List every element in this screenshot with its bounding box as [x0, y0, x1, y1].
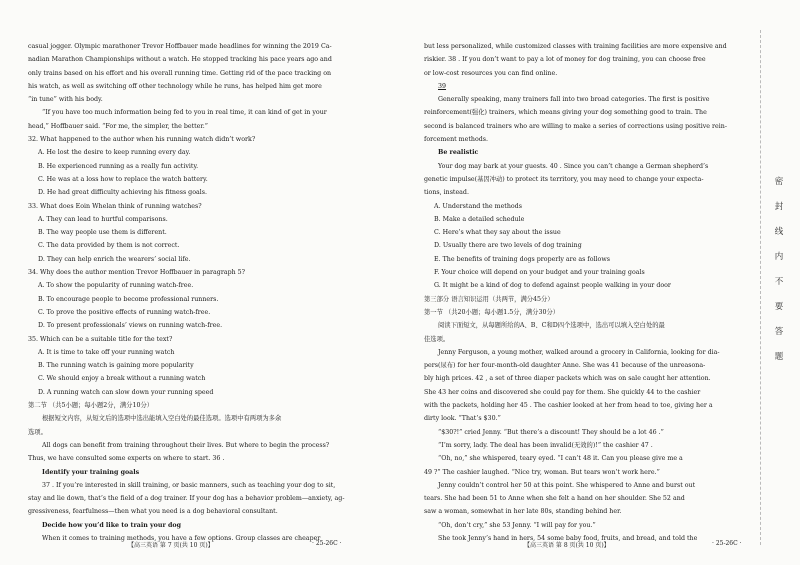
- left-page-text-line: stay and lie down, that’s the field of a dog trainer. If your dog has a behavior problem—anxiety, ag-: [28, 495, 345, 503]
- right-page-text-line: G. It might be a kind of dog to defend against people walking in your door: [434, 282, 671, 290]
- right-page-text-line: C. Here’s what they say about the issue: [434, 229, 561, 237]
- left-page-text-line: 33. What does Eoin Whelan think of running watches?: [28, 202, 202, 210]
- right-page-text-line: saw a woman, somewhat in her late 80s, standing behind her.: [424, 508, 622, 516]
- seal-line-char: 答: [774, 327, 784, 337]
- left-page-text-line: D. He had great difficulty achieving his fitness goals.: [38, 189, 207, 197]
- right-page-text-line: Your dog may bark at your guests. 40 . Since you can’t change a German shepherd’s: [438, 162, 709, 170]
- right-page-text-line: or low-cost resources you can find online.: [424, 69, 558, 77]
- right-page-column: [424, 40, 757, 545]
- right-page-text-line: with the packets, holding her 45 . The cashier looked at her from head to toe, giving her a: [424, 402, 713, 410]
- left-page-text-line: A. They can lead to hurtful comparisons.: [38, 215, 168, 223]
- left-page-column: [28, 40, 388, 545]
- left-page-text-line: only trains based on his effort and his overall running time. Getting rid of the pace tracking on: [28, 69, 332, 77]
- left-page-text-line: his watch, as well as switching off other technology while he runs, has helped him get more: [28, 82, 322, 90]
- right-page-text-line: tears. She had been 51 to Anne when she felt a hand on her shoulder. She 52 and: [424, 495, 685, 503]
- left-page-text-line: B. The way people use them is different.: [38, 229, 167, 237]
- left-page-text-line: 37 . If you’re interested in skill training, or basic manners, such as teaching your dog to sit,: [42, 481, 336, 489]
- right-page-text-line: forcement methods.: [424, 136, 489, 144]
- left-page-text-line: 根据短文内容，从短文后的选项中选出能填入空白处的最佳选项。选项中有两项为多余: [42, 415, 282, 423]
- right-page-text-line: “Oh, don’t cry,” she 53 Jenny. “I will pay for you.”: [438, 521, 596, 529]
- left-page-text-line: C. The data provided by them is not correct.: [38, 242, 180, 250]
- right-page-text-line: “$30?!” cried Jenny. “But there’s a discount! They should be a lot 46 .”: [438, 428, 664, 436]
- right-page-text-line: B. Make a detailed schedule: [434, 215, 525, 223]
- binding-line: [760, 30, 762, 545]
- left-page-text-line: Identify your training goals: [42, 468, 140, 476]
- left-page-text-line: A. He lost the desire to keep running every day.: [38, 149, 191, 157]
- right-page-text-line: dirty look. “That’s $30.”: [424, 415, 501, 423]
- seal-line-char: 要: [774, 302, 784, 312]
- right-page-text-line: 佳选项。: [424, 335, 450, 343]
- left-page-text-line: 35. Which can be a suitable title for the text?: [28, 335, 173, 343]
- right-page-text-line: 第一节 （共20小题；每小题1.5分，满分30分）: [424, 308, 560, 316]
- seal-line-char: 题: [774, 352, 784, 362]
- left-page-text-line: D. A running watch can slow down your running speed: [38, 388, 214, 396]
- seal-line-char: 密: [774, 177, 784, 187]
- right-page-text-line: She 43 her coins and discovered she could pay for them. She quickly 44 to the cashier: [424, 388, 701, 396]
- left-page-text-line: 32. What happened to the author when his running watch didn’t work?: [28, 136, 256, 144]
- seal-line-char: 线: [774, 227, 784, 237]
- left-page-text-line: casual jogger. Olympic marathoner Trevor Hoffbauer made headlines for winning the 2019 Ca-: [28, 43, 332, 50]
- footer-left-page-label: 【高三英语 第 7 页(共 10 页)】: [128, 542, 214, 549]
- right-page-text-line: reinforcement(强化) trainers, which means giving your dog something good to train. The: [424, 109, 707, 117]
- footer-right-code: · 25-26C ·: [712, 540, 742, 547]
- left-page-text-line: “If you have too much information being fed to you in real time, it can kind of get in your: [42, 109, 327, 117]
- right-page-text-line: second is balanced trainers who are willing to make a series of corrections using positive rein-: [424, 122, 727, 130]
- seal-line-notice: [772, 170, 786, 370]
- right-page-text-line: “I’m sorry, lady. The deal has been invalid(无效的)!” the cashier 47 .: [438, 441, 653, 449]
- right-page-text-line: D. Usually there are two levels of dog training: [434, 242, 582, 250]
- left-page-text-line: C. He was at a loss how to replace the watch battery.: [38, 175, 208, 183]
- left-page-text-line: head,” Hoffbauer said. “For me, the simpler, the better.”: [28, 122, 208, 130]
- right-page-text-line: F. Your choice will depend on your budget and your training goals: [434, 269, 645, 277]
- right-page-text-line: genetic impulse(基因冲动) to protect its territory, you may need to change your expecta-: [424, 175, 704, 183]
- left-page-text-line: 第二节 （共5小题；每小题2分，满分10分）: [28, 402, 154, 410]
- left-page-text-line: All dogs can benefit from training throughout their lives. But where to begin the process?: [42, 441, 330, 449]
- right-page-text-line: pers(尿布) for her four-month-old daughter Anne. She was 41 because of the unreasona-: [424, 362, 706, 370]
- left-page-text-line: “in tune” with his body.: [28, 96, 103, 104]
- right-page-text-line: Generally speaking, many trainers fall into two broad categories. The first is positive: [438, 96, 710, 104]
- right-page-text-line: riskier. 38 . If you don’t want to pay a lot of money for dog training, you can choose free: [424, 56, 706, 64]
- left-page-text-line: B. To encourage people to become professional runners.: [38, 295, 219, 303]
- right-page-text-line: Jenny Ferguson, a young mother, walked around a grocery in California, looking for dia-: [438, 348, 720, 356]
- left-page-text-line: 34. Why does the author mention Trevor Hoffbauer in paragraph 5?: [28, 269, 246, 277]
- seal-line-char: 封: [774, 202, 784, 212]
- left-page-text-line: Thus, we have consulted some experts on where to start. 36 .: [28, 455, 225, 463]
- left-page-text-line: C. To prove the positive effects of running watch-free.: [38, 308, 211, 316]
- left-page-text-line: nadian Marathon Championships without a watch. He stopped tracking his pace years ago and: [28, 56, 332, 64]
- left-page-text-line: D. They can help enrich the wearers’ social life.: [38, 255, 191, 263]
- right-page-text-line: tions, instead.: [424, 189, 469, 197]
- left-page-text-line: A. It is time to take off your running watch: [38, 348, 175, 356]
- left-page-text-line: 选项。: [28, 428, 47, 436]
- right-page-text-line: but less personalized, while customized classes with training facilities are more expensive and: [424, 43, 727, 50]
- footer-left-code: · 25-26C ·: [312, 540, 342, 547]
- left-page-text-line: Decide how you’d like to train your dog: [42, 521, 181, 529]
- right-page-text-line: “Oh, no,” she whispered, teary eyed. “I can’t 48 it. Can you please give me a: [438, 455, 683, 463]
- right-page-text-line: Be realistic: [438, 149, 479, 157]
- left-page-text-line: C. We should enjoy a break without a running watch: [38, 375, 206, 383]
- left-page-text-line: B. He experienced running as a really fun activity.: [38, 162, 199, 170]
- right-page-text-line: bly high prices. 42 , a set of three diaper packets which was on sale caught her attention.: [424, 375, 711, 383]
- left-page-text-line: gressiveness, fearfulness—then what you need is a dog behavioral consultant.: [28, 508, 278, 516]
- right-page-text-line: She took Jenny’s hand in hers, 54 some baby food, fruits, and bread, and told the: [438, 534, 698, 542]
- left-page-text-line: When it comes to training methods, you have a few options. Group classes are cheaper: [42, 534, 321, 542]
- right-page-text-line: 阅读下面短文，从每题所给的A、B、C和D四个选项中，选出可以填入空白处的最: [438, 322, 665, 330]
- seal-line-char: 内: [774, 252, 784, 262]
- right-page-text-line: E. The benefits of training dogs properly are as follows: [434, 255, 610, 263]
- left-page-text-line: A. To show the popularity of running watch-free.: [38, 282, 194, 290]
- right-page-text-line: 39: [438, 82, 447, 90]
- seal-line-char: 不: [774, 277, 784, 287]
- left-page-text-line: D. To present professionals’ views on running watch-free.: [38, 322, 223, 330]
- right-page-text-line: Jenny couldn’t control her 50 at this point. She whispered to Anne and burst out: [438, 481, 696, 489]
- left-page-text-line: B. The running watch is gaining more popularity: [38, 362, 194, 370]
- right-page-text-line: 49 ?” The cashier laughed. “Nice try, woman. But tears won’t work here.”: [424, 468, 660, 476]
- right-page-text-line: A. Understand the methods: [434, 202, 522, 210]
- footer-right-page-label: 【高三英语 第 8 页(共 10 页)】: [524, 542, 610, 549]
- right-page-text-line: 第三部分 语言知识运用（共两节，满分45分）: [424, 295, 554, 303]
